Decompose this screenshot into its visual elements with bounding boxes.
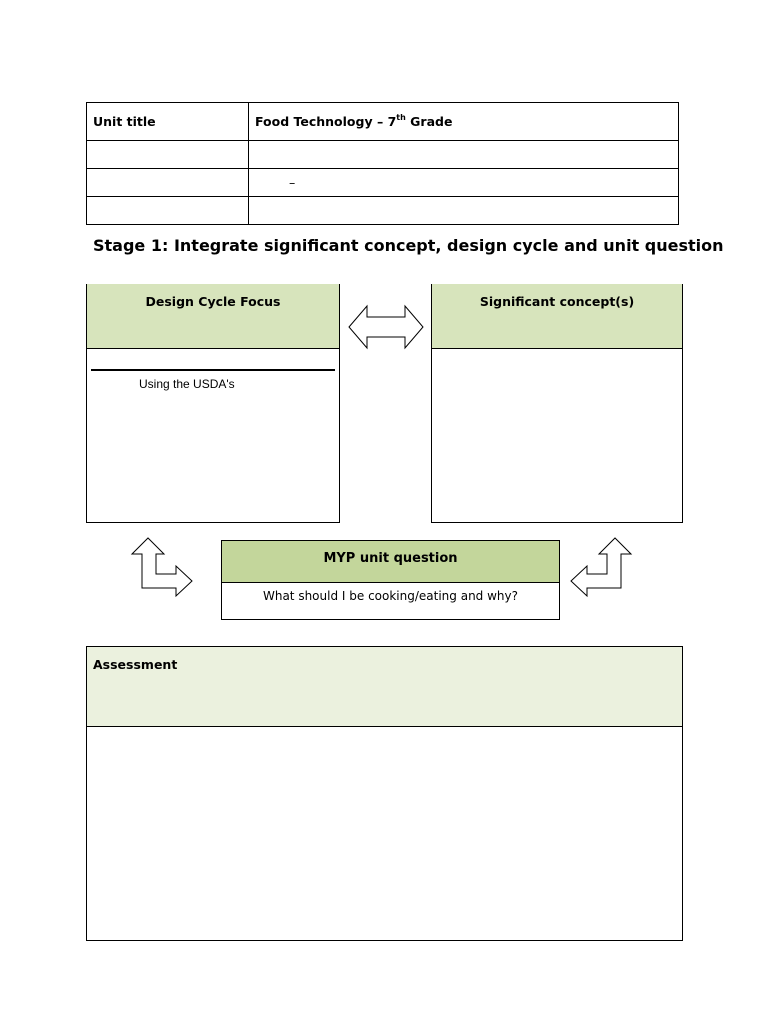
bent-arrow-up-right-icon [130,536,196,600]
table-row [87,141,679,169]
bent-arrow-up-left-icon [567,536,633,600]
assessment-box [86,646,683,941]
assessment-title: Assessment [87,647,682,727]
unit-title-label: Unit title [87,103,249,141]
table-cell [87,197,249,225]
table-cell [249,197,679,225]
table-cell: – [249,169,679,197]
table-cell [87,169,249,197]
unit-title-text-after: Grade [405,114,453,129]
table-row [87,169,679,197]
unit-title-text: Food Technology – 7 [255,114,397,129]
significant-concept-title: Significant concept(s) [432,284,682,349]
stage-heading: Stage 1: Integrate significant concept, design cycle and unit question [93,236,724,255]
myp-question-box [221,540,560,620]
myp-question-text: What should I be cooking/eating and why? [262,589,518,603]
table-cell [87,141,249,169]
double-arrow-icon [347,304,425,350]
significant-concept-box [431,284,683,523]
design-cycle-box [86,284,340,523]
unit-title-superscript: th [396,113,406,122]
design-cycle-body [87,349,339,519]
divider-line [91,369,335,371]
table-row [87,103,679,141]
table-row [87,197,679,225]
table-cell [249,141,679,169]
design-cycle-text: Using the USDA's [139,377,235,391]
myp-question-title: MYP unit question [222,541,559,583]
design-cycle-title: Design Cycle Focus [87,284,339,349]
unit-info-table [86,102,679,225]
unit-title-value [249,103,679,141]
